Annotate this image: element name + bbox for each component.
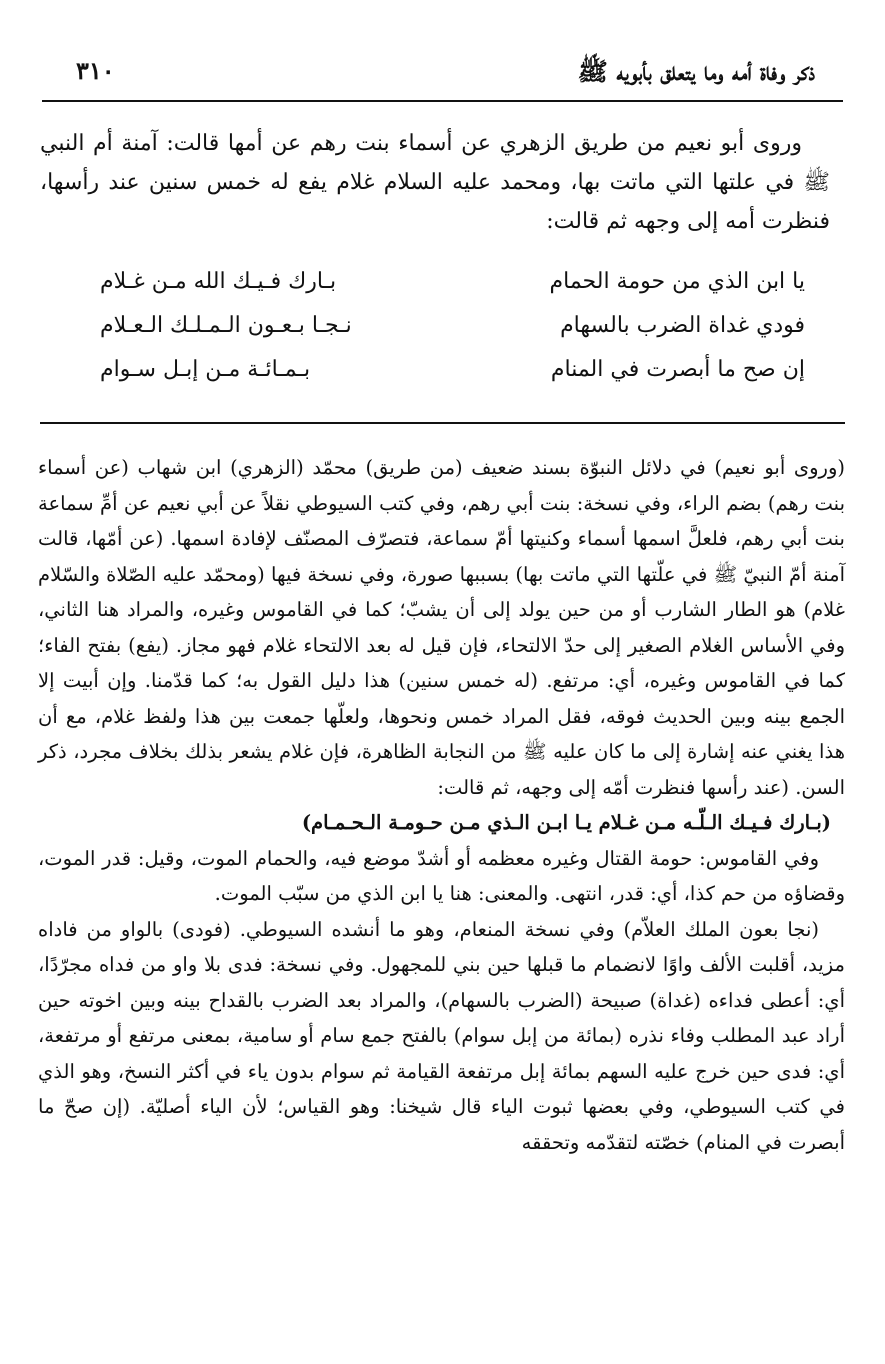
- commentary-paragraph: وفي القاموس: حومة القتال وغيره معظمه أو أشدّ موضع فيه، والحمام الموت، وقيل: قدر الموت، وقضاؤه من حم كذا، أي: قدر، انتهى. والمعنى: هنا يا ابن الذي من سبّب الموت.: [38, 846, 845, 905]
- page-header: [48, 54, 825, 94]
- page-number: ٣١٠: [76, 56, 115, 85]
- commentary-divider: [40, 422, 845, 424]
- header-divider: [42, 100, 843, 102]
- verse-first-hemistich: فودي غداة الضرب بالسهام: [560, 313, 805, 338]
- verse-line: [100, 304, 805, 348]
- verse-first-hemistich: يا ابن الذي من حومة الحمام: [549, 269, 805, 294]
- poem: [100, 260, 805, 392]
- verse-second-hemistich: نـجـا بـعـون الـمـلـك الـعـلام: [100, 313, 352, 338]
- commentary-paragraph: (نجا بعون الملك العلاّم) وفي نسخة المنعام، وهو ما أنشده السيوطي. (فودى) بالواو من فاداه مزيد، أقلبت الألف واوًا لانضمام ما قبلها حين بني للمجهول. وفي نسخة: فدى بلا واو من فداه مجرّدًا، أي: أعطى فداءه (غداة) صبيحة (الضرب بالسهام)، والمراد بعد الضرب بالقداح بينه وبين اخوته حين أراد عبد المطلب وفاء نذره (بمائة من إبل سوام) بالفتح جمع سام أو سامية، بمعنى مرتفع أو مرتفعة، أي: فدى حين خرج عليه السهم بمائة إبل مرتفعة القيامة ثم سوام بدون ياء في أكثر النسخ، وهو الذي في كتب السيوطي، وفي بعضها ثبوت الياء قال شيخنا: وهو القياس؛ لأن الياء أصليّة. (إن صحّ ما أبصرت في المنام) خصّته لتقدّمه وتحققه: [38, 917, 845, 1154]
- commentary-verse: (بـارك فـيـك الـلّـه مـن غـلام يـا ابـن الـذي مـن حـومـة الـحـمـام): [301, 811, 831, 834]
- running-title: ذكر وفاة أمه وما يتعلق بأبويه ﷺ: [577, 57, 815, 86]
- commentary-paragraph: (وروى أبو نعيم) في دلائل النبوّة بسند ضعيف (من طريق) محمّد (الزهري) ابن شهاب (عن أسماء بنت رهم) بضم الراء، وفي نسخة: بنت أبي رهم، وفي كتب السيوطي نقلاً عن أبي نعيم عن أمِّ سماعة بنت أبي رهم، فلعلَّ اسمها أسماء وكنيتها أمّ سماعة، فتصرّف المصنّف لإفادة اسمها. (عن أمّها، قالت آمنة أمّ النبيّ ﷺ في علّتها التي ماتت بها) بسببها صورة، وفي نسخة فيها (ومحمّد عليه الصّلاة والسّلام غلام) هو الطار الشارب أو من حين يولد إلى أن يشبّ؛ كما في القاموس وغيره، والمراد هنا الثاني، وفي الأساس الغلام الصغير إلى حدّ الالتحاء، فإن قيل له بعد الالتحاء غلام فهو مجاز. (يفع) بفتح الفاء؛ كما في القاموس وغيره، أي: مرتفع. (له خمس سنين) هذا دليل القول به؛ كما قدّمنا. وإن أبيت إلا الجمع بينه وبين الحديث فوقه، فقل المراد خمس ونحوها، ولعلّها جمعت بين هذا ولفظ غلام، مع أن هذا يغني عنه إشارة إلى ما كان عليه ﷺ من النجابة الظاهرة، فإن غلام يشعر بذلك بخلاف مجرد، ذكر السن. (عند رأسها فنظرت أمّه إلى وجهه، ثم قالت:: [38, 456, 845, 799]
- commentary: [38, 450, 845, 1160]
- verse-line: [100, 260, 805, 304]
- verse-second-hemistich: بـارك فـيـك الله مـن غـلام: [100, 269, 337, 294]
- main-paragraph: وروى أبو نعيم من طريق الزهري عن أسماء بنت رهم عن أمها قالت: آمنة أم النبي ﷺ في علتها التي ماتت بها، ومحمد عليه السلام غلام يفع له خمس سنين عند رأسها، فنظرت أمه إلى وجهه ثم قالت:: [40, 131, 830, 234]
- main-text: [40, 124, 830, 241]
- verse-second-hemistich: بـمـائـة مـن إبـل سـوام: [100, 357, 311, 382]
- verse-first-hemistich: إن صح ما أبصرت في المنام: [550, 357, 805, 382]
- verse-line: [100, 348, 805, 392]
